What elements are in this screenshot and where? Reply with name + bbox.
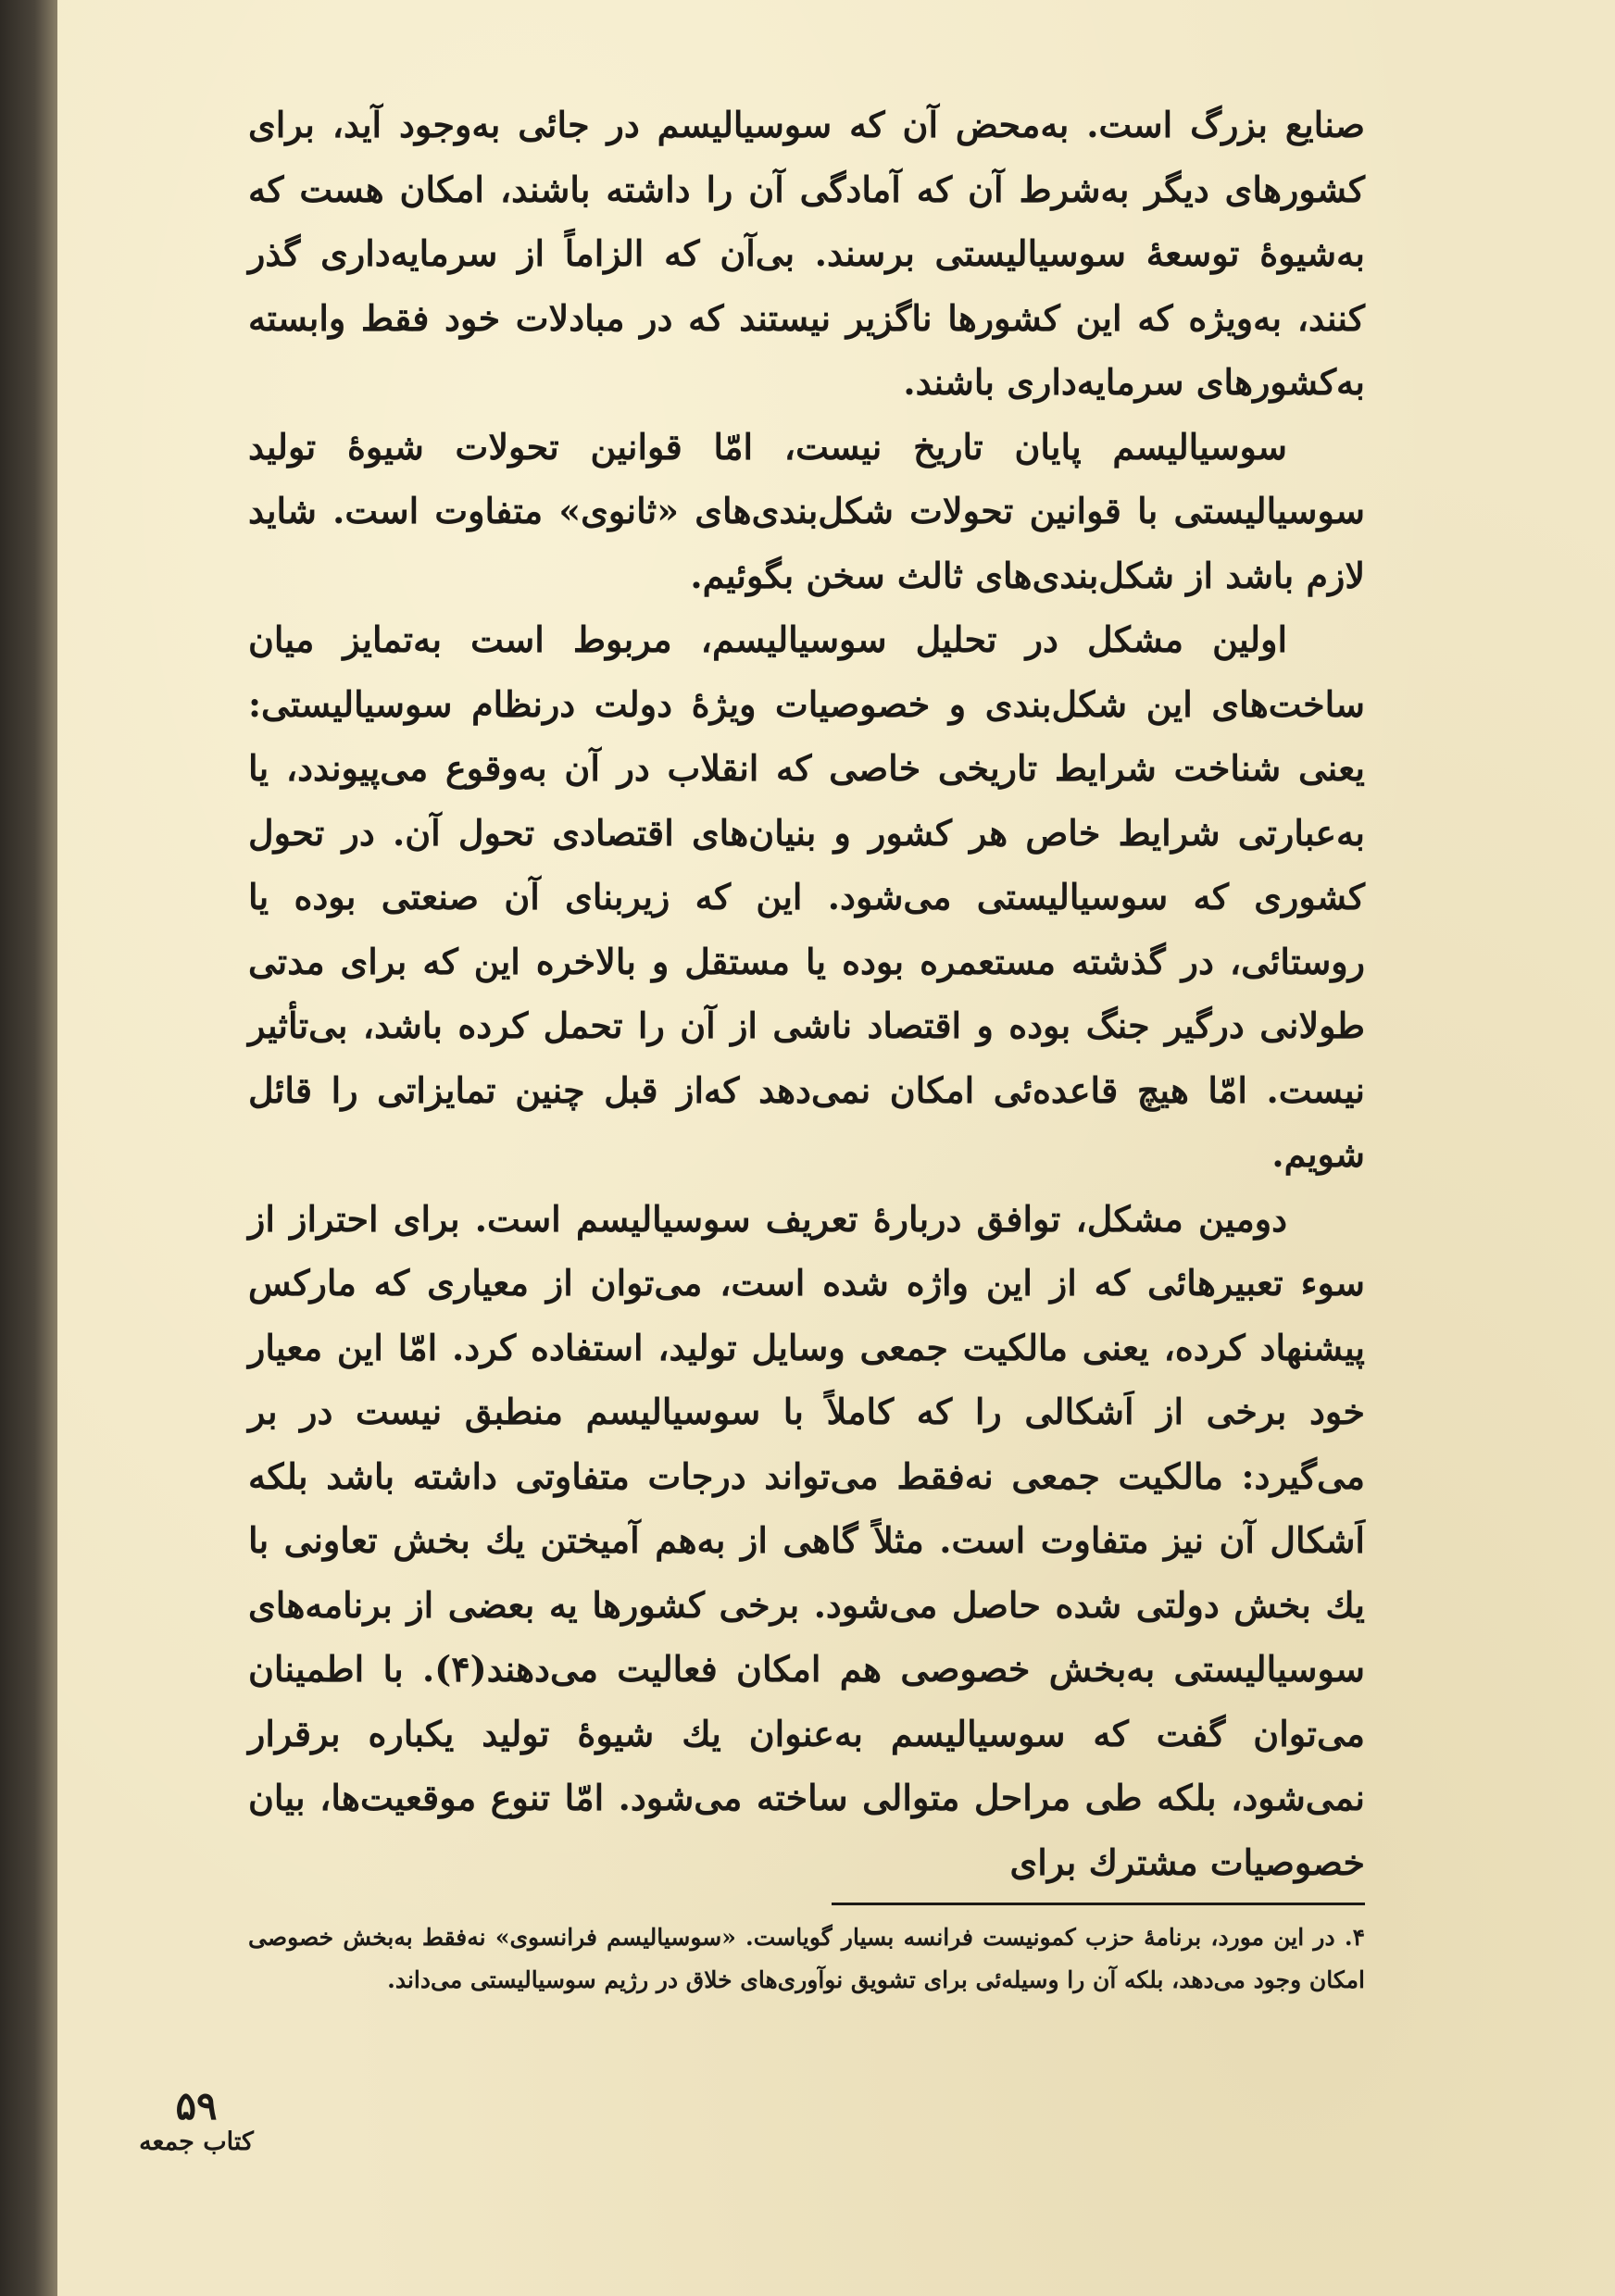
footnote-4: ۴. در این مورد، برنامهٔ حزب کمونیست فرانسه بسیار گویاست. «سوسیالیسم فرانسوی» نه‌فقط به‌بخش خصوصی امکان وجود می‌دهد، بلکه آن را وسیله‌ئی برای تشویق نوآوری‌های خلاق در رژیم سوسیالیستی می‌داند. xyxy=(248,1924,1365,1993)
book-gutter-edge xyxy=(0,0,57,2296)
footnote-separator xyxy=(832,1903,1365,1905)
page-number: ۵۹ xyxy=(175,2083,218,2128)
paragraph-2: سوسیالیسم پایان تاریخ نیست، امّا قوانین تحولات شیوهٔ تولید سوسیالیستی با قوانین تحولات شکل‌بندی‌های «ثانوی» متفاوت است. شاید لازم باشد از شکل‌بندی‌های ثالث سخن بگوئیم. xyxy=(248,425,1365,596)
paragraph-4: دومین مشکل، توافق دربارهٔ تعریف سوسیالیسم است. برای احتراز از سوء تعبیرهائی که از این واژه شده است، می‌توان از معیاری که مارکس پیشنهاد کرده، یعنی مالکیت جمعی وسایل تولید، استفاده کرد. امّا این معیار خود برخی از اَشکالی را که کاملاً با سوسیالیسم منطبق نیست در بر می‌گیرد: مالکیت جمعی نه‌فقط می‌تواند درجات متفاوتی داشته باشد بلکه اَشکال آن نیز متفاوت است. مثلاً گاهی از به‌هم آمیختن یك بخش تعاونی با یك بخش دولتی شده حاصل می‌شود. برخی کشورها یه بعضی از برنامه‌های سوسیالیستی به‌بخش خصوصی هم امکان فعالیت می‌دهند(۴). با اطمینان می‌توان گفت که سوسیالیسم به‌عنوان یك شیوهٔ تولید یکباره برقرار نمی‌شود، بلکه طی مراحل متوالی ساخته می‌شود. امّا تنوع موقعیت‌ها، بیان خصوصیات مشترك برای xyxy=(248,1197,1365,1883)
paragraph-1: صنایع بزرگ است. به‌محض آن که سوسیالیسم در جائی به‌وجود آید، برای کشورهای دیگر به‌شرط آن که آمادگی آن را داشته باشند، امکان هست که به‌شیوهٔ توسعهٔ سوسیالیستی برسند. بی‌آن که الزاماً از سرمایه‌داری گذر کنند، به‌ویژه که این کشورها ناگزیر نیستند که در مبادلات خود فقط وابسته به‌کشورهای سرمایه‌داری باشند. xyxy=(248,104,1365,403)
running-footer-title: کتاب جمعه xyxy=(139,2128,254,2156)
main-text-block xyxy=(248,93,1365,1894)
paragraph-3: اولین مشکل در تحلیل سوسیالیسم، مربوط است به‌تمایز میان ساخت‌های این شکل‌بندی و خصوصیات ویژهٔ دولت درنظام سوسیالیستی: یعنی شناخت شرایط تاریخی خاصی که انقلاب در آن به‌وقوع می‌پیوندد، یا به‌عبارتی شرایط خاص هر کشور و بنیان‌های اقتصادی تحول آن. در تحول کشوری که سوسیالیستی می‌شود. این که زیربنای آن صنعتی بوده یا روستائی، در گذشته مستعمره بوده یا مستقل و بالاخره این که برای مدتی طولانی درگیر جنگ بوده و اقتصاد ناشی از آن را تحمل کرده باشد، بی‌تأثیر نیست. امّا هیچ قاعده‌ئی امکان نمی‌دهد که‌از قبل چنین تمایزاتی را قائل شویم. xyxy=(248,618,1365,1175)
